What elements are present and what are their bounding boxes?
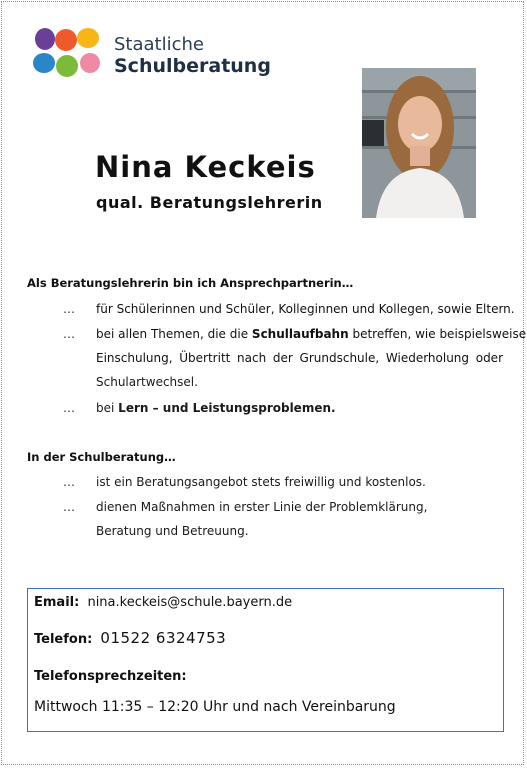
email-label: Email: (34, 595, 80, 610)
phone-row (34, 629, 226, 647)
list-item-continuation: Schulartwechsel. (96, 375, 198, 389)
list-item: dienen Maßnahmen in erster Linie der Problemklärung, (96, 500, 428, 514)
hours-text: Mittwoch 11:35 – 12:20 Uhr und nach Vereinbarung (34, 699, 396, 715)
list-item: für Schülerinnen und Schüler, Kolleginnen und Kollegen, sowie Eltern. (96, 302, 515, 316)
list-marker: … (63, 500, 75, 514)
email-row (34, 595, 292, 610)
list-marker: … (63, 475, 75, 489)
phone-number[interactable]: 01522 6324753 (100, 629, 227, 647)
phone-label: Telefon: (34, 632, 93, 647)
person-name: Nina Keckeis (95, 150, 316, 184)
section-1-title: Als Beratungslehrerin bin ich Ansprechpartnerin… (27, 276, 354, 290)
brand-line-1: Staatliche (114, 34, 204, 55)
list-marker: … (63, 327, 75, 341)
email-link[interactable]: nina.keckeis@schule.bayern.de (87, 595, 293, 610)
list-item: ist ein Beratungsangebot stets freiwillig und kostenlos. (96, 475, 426, 489)
list-item-continuation: Beratung und Betreuung. (96, 524, 249, 538)
list-item: bei Lern – und Leistungsproblemen. (96, 401, 336, 415)
contact-box (27, 588, 504, 732)
person-role: qual. Beratungslehrerin (96, 193, 323, 212)
list-item-continuation: Einschulung, Übertritt nach der Grundschule, Wiederholung oder (96, 351, 503, 365)
portrait-photo (362, 68, 476, 218)
brand-line-2: Schulberatung (114, 55, 271, 77)
section-2-title: In der Schulberatung… (27, 450, 176, 464)
list-marker: … (63, 401, 75, 415)
hours-label: Telefonsprechzeiten: (34, 669, 187, 684)
schulberatung-logo-icon (32, 26, 104, 82)
list-item: bei allen Themen, die die Schullaufbahn betreffen, wie beispielsweise (96, 327, 527, 341)
list-marker: … (63, 302, 75, 316)
